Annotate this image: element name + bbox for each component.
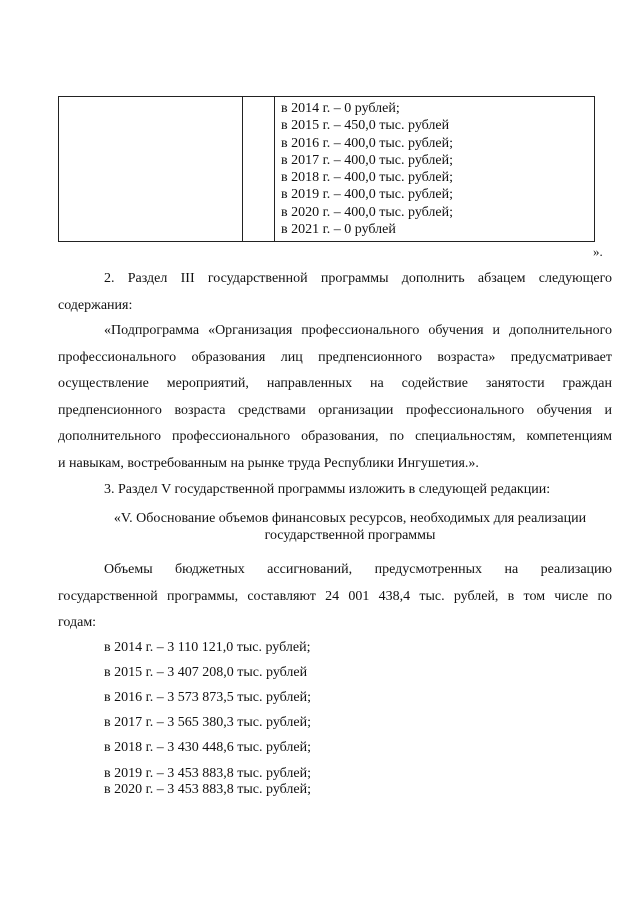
year-line: в 2015 г. – 3 407 208,0 тыс. рублей — [104, 665, 308, 680]
table-amount-line: в 2016 г. – 400,0 тыс. рублей; — [281, 135, 453, 151]
item-3-text: 3. Раздел V государственной программы изложить в следующей редакции: — [104, 482, 551, 497]
year-line: в 2016 г. – 3 573 873,5 тыс. рублей; — [104, 690, 311, 705]
table-amount-line: в 2021 г. – 0 рублей — [281, 222, 396, 238]
year-line: в 2020 г. – 3 453 883,8 тыс. рублей; — [104, 782, 311, 797]
quote-line: осуществление мероприятий, направленных на содействие занятости граждан — [58, 376, 612, 391]
table-amount-line: в 2019 г. – 400,0 тыс. рублей; — [281, 187, 453, 203]
quote-line: «Подпрограмма «Организация профессионального обучения и дополнительного — [104, 323, 612, 338]
volumes-line: Объемы бюджетных ассигнований, предусмотренных на реализацию — [104, 562, 612, 577]
volumes-line: годам: — [58, 615, 97, 630]
quote-line: профессионального образования лиц предпенсионного возраста» предусматривает — [58, 349, 612, 365]
table-amount-line: в 2017 г. – 400,0 тыс. рублей; — [281, 152, 453, 168]
volumes-paragraph — [58, 557, 612, 637]
table-amount-line: в 2018 г. – 400,0 тыс. рублей; — [281, 170, 453, 186]
item-2-line-2: содержания: — [58, 297, 133, 313]
table-close-quote: ». — [593, 244, 603, 259]
table-cell-empty-2 — [243, 97, 275, 242]
quote-line: и навыкам, востребованным на рынке труда Республики Ингушетия.». — [58, 455, 479, 471]
section-heading — [90, 510, 610, 544]
table-cell-empty-1 — [59, 97, 243, 242]
funding-table — [58, 96, 595, 242]
item-2-line-1: 2. Раздел III государственной программы дополнить абзацем следующего — [104, 271, 612, 286]
section-heading-line-1: «V. Обоснование объемов финансовых ресурсов, необходимых для реализации — [113, 511, 587, 526]
year-line: в 2019 г. – 3 453 883,8 тыс. рублей; — [104, 766, 311, 781]
quote-line: предпенсионного возраста средствами организации профессионального обучения и — [58, 402, 612, 418]
year-line: в 2018 г. – 3 430 448,6 тыс. рублей; — [104, 740, 311, 755]
table-amount-line: в 2014 г. – 0 рублей; — [281, 101, 400, 116]
table-amount-line: в 2015 г. – 450,0 тыс. рублей — [281, 118, 450, 134]
quote-line: дополнительного профессионального образования, по специальностям, компетенциям — [58, 429, 612, 444]
year-line: в 2017 г. – 3 565 380,3 тыс. рублей; — [104, 715, 311, 730]
item-3-paragraph — [58, 477, 612, 504]
volumes-line: государственной программы, составляют 24 001 438,4 тыс. рублей, в том числе по — [58, 588, 612, 604]
table-amount-line: в 2020 г. – 400,0 тыс. рублей; — [281, 204, 453, 220]
item-2-paragraph — [58, 266, 612, 319]
section-heading-line-2: государственной программы — [264, 528, 436, 543]
quote-paragraph — [58, 318, 612, 477]
table-cell-amounts — [275, 97, 595, 242]
year-line: в 2014 г. – 3 110 121,0 тыс. рублей; — [104, 640, 311, 655]
